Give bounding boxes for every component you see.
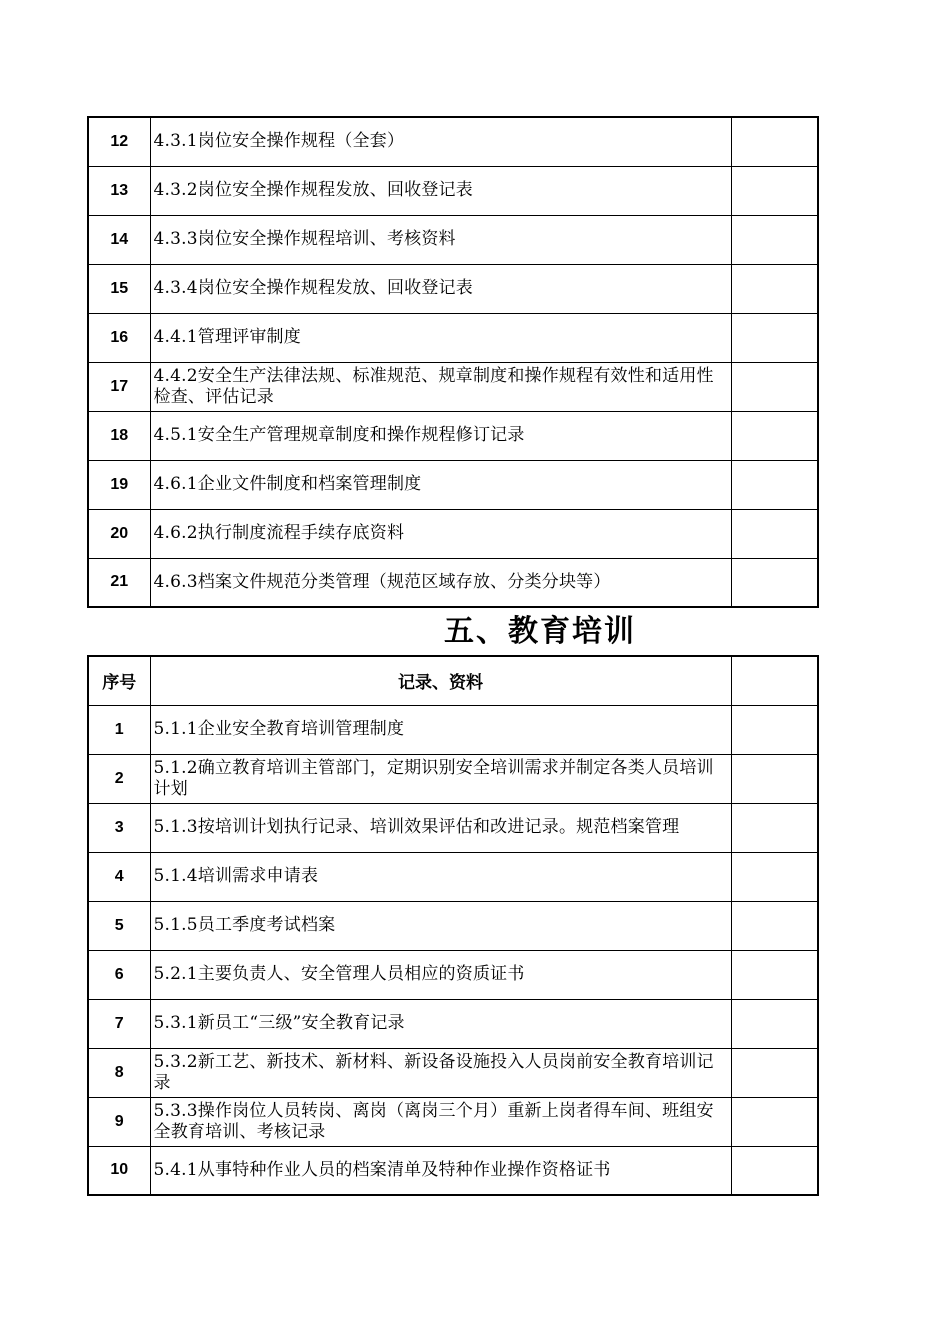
table-row [88, 411, 818, 460]
row-number: 10 [88, 1146, 150, 1195]
table-row [88, 1048, 818, 1097]
check-cell [731, 1146, 818, 1195]
row-number: 8 [88, 1048, 150, 1097]
table-row [88, 166, 818, 215]
record-text: 4.6.2执行制度流程手续存底资料 [150, 509, 731, 558]
table-row [88, 215, 818, 264]
row-number: 6 [88, 950, 150, 999]
records-table-section-5 [87, 655, 819, 1196]
table-row [88, 117, 818, 166]
table-row [88, 509, 818, 558]
row-number: 16 [88, 313, 150, 362]
check-cell [731, 313, 818, 362]
row-number: 18 [88, 411, 150, 460]
record-text: 5.3.1新员工“三级”安全教育记录 [150, 999, 731, 1048]
record-text: 5.2.1主要负责人、安全管理人员相应的资质证书 [150, 950, 731, 999]
check-cell [731, 950, 818, 999]
row-number: 9 [88, 1097, 150, 1146]
check-cell [731, 362, 818, 411]
row-number: 12 [88, 117, 150, 166]
table-row [88, 313, 818, 362]
record-text: 4.3.2岗位安全操作规程发放、回收登记表 [150, 166, 731, 215]
row-number: 20 [88, 509, 150, 558]
check-cell [731, 754, 818, 803]
table-row [88, 460, 818, 509]
record-text: 5.1.3按培训计划执行记录、培训效果评估和改进记录。规范档案管理 [150, 803, 731, 852]
table-header-row [88, 656, 818, 705]
check-cell [731, 411, 818, 460]
table-row [88, 1146, 818, 1195]
check-cell [731, 852, 818, 901]
record-text: 4.4.2安全生产法律法规、标准规范、规章制度和操作规程有效性和适用性检查、评估记录 [150, 362, 731, 411]
check-cell [731, 1048, 818, 1097]
row-number: 7 [88, 999, 150, 1048]
row-number: 21 [88, 558, 150, 607]
check-cell [731, 117, 818, 166]
record-text: 5.1.2确立教育培训主管部门，定期识别安全培训需求并制定各类人员培训计划 [150, 754, 731, 803]
check-cell [731, 166, 818, 215]
table-row [88, 852, 818, 901]
record-text: 5.3.2新工艺、新技术、新材料、新设备设施投入人员岗前安全教育培训记录 [150, 1048, 731, 1097]
column-header-blank [731, 656, 818, 705]
check-cell [731, 803, 818, 852]
column-header-record: 记录、资料 [150, 656, 731, 705]
record-text: 5.1.1企业安全教育培训管理制度 [150, 705, 731, 754]
record-text: 4.3.4岗位安全操作规程发放、回收登记表 [150, 264, 731, 313]
row-number: 19 [88, 460, 150, 509]
record-text: 4.3.3岗位安全操作规程培训、考核资料 [150, 215, 731, 264]
check-cell [731, 215, 818, 264]
table-row [88, 999, 818, 1048]
record-text: 4.5.1安全生产管理规章制度和操作规程修订记录 [150, 411, 731, 460]
check-cell [731, 705, 818, 754]
record-text: 5.3.3操作岗位人员转岗、离岗（离岗三个月）重新上岗者得车间、班组安全教育培训、考核记录 [150, 1097, 731, 1146]
check-cell [731, 999, 818, 1048]
check-cell [731, 460, 818, 509]
table-row [88, 950, 818, 999]
table-row [88, 362, 818, 411]
record-text: 4.6.1企业文件制度和档案管理制度 [150, 460, 731, 509]
row-number: 5 [88, 901, 150, 950]
row-number: 1 [88, 705, 150, 754]
table-row [88, 901, 818, 950]
row-number: 15 [88, 264, 150, 313]
row-number: 13 [88, 166, 150, 215]
check-cell [731, 264, 818, 313]
row-number: 4 [88, 852, 150, 901]
row-number: 2 [88, 754, 150, 803]
table-row [88, 803, 818, 852]
section-title: 五、教育培训 [444, 614, 636, 649]
record-text: 4.6.3档案文件规范分类管理（规范区域存放、分类分块等） [150, 558, 731, 607]
row-number: 14 [88, 215, 150, 264]
table-row [88, 558, 818, 607]
record-text: 5.1.4培训需求申请表 [150, 852, 731, 901]
records-table-section-4 [87, 116, 819, 608]
table-row [88, 705, 818, 754]
record-text: 5.1.5员工季度考试档案 [150, 901, 731, 950]
table-row [88, 1097, 818, 1146]
table-row [88, 264, 818, 313]
check-cell [731, 1097, 818, 1146]
column-header-number: 序号 [88, 656, 150, 705]
check-cell [731, 509, 818, 558]
row-number: 3 [88, 803, 150, 852]
check-cell [731, 558, 818, 607]
check-cell [731, 901, 818, 950]
table-row [88, 754, 818, 803]
record-text: 5.4.1从事特种作业人员的档案清单及特种作业操作资格证书 [150, 1146, 731, 1195]
record-text: 4.4.1管理评审制度 [150, 313, 731, 362]
record-text: 4.3.1岗位安全操作规程（全套） [150, 117, 731, 166]
row-number: 17 [88, 362, 150, 411]
